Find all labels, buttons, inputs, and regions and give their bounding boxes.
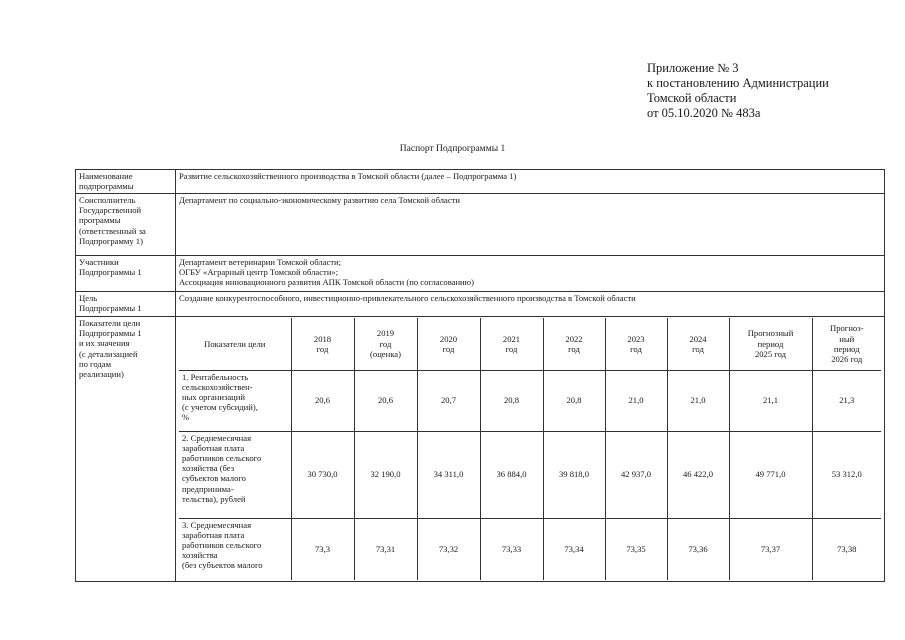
- indicators-table: [179, 318, 881, 580]
- table-row: [179, 370, 881, 431]
- indicator-value: 73,35: [605, 518, 667, 580]
- row-label-coexecutor: Соисполнитель Государственной программы (ответственный за Подпрограмму 1): [76, 194, 176, 256]
- row-label-participants: Участники Подпрограммы 1: [76, 256, 176, 292]
- row-value-participants: Департамент ветеринарии Томской области; ОГБУ «Аграрный центр Томской области»; Ассоциация инновационного развития АПК Томской области (по согласованию): [176, 256, 885, 292]
- indicator-value: 21,3: [812, 370, 881, 431]
- indicator-value: 46 422,0: [667, 431, 729, 518]
- indicator-value: 21,0: [667, 370, 729, 431]
- indicator-value: 32 190,0: [354, 431, 417, 518]
- indicator-name: 3. Среднемесячная заработная плата работников сельского хозяйства (без субъектов малого: [179, 518, 291, 580]
- indicator-value: 20,8: [480, 370, 543, 431]
- indicator-value: 73,33: [480, 518, 543, 580]
- row-value-name: Развитие сельскохозяйственного производства в Томской области (далее – Подпрограмма 1): [176, 170, 885, 194]
- header-indicator-name: Показатели цели: [179, 318, 291, 370]
- row-label-goal: Цель Подпрограммы 1: [76, 292, 176, 317]
- indicator-value: 20,8: [543, 370, 605, 431]
- indicator-value: 20,6: [291, 370, 354, 431]
- appendix-header: [647, 61, 829, 121]
- header-year-2020: 2020 год: [417, 318, 480, 370]
- header-year-2021: 2021 год: [480, 318, 543, 370]
- header-year-2026: Прогноз- ный период 2026 год: [812, 318, 881, 370]
- indicator-name: 2. Среднемесячная заработная плата работников сельского хозяйства (без субъектов малого предпринима- тельства), рублей: [179, 431, 291, 518]
- indicator-name: 1. Рентабельность сельскохозяйствен- ных организаций (с учетом субсидий), %: [179, 370, 291, 431]
- indicator-value: 73,38: [812, 518, 881, 580]
- header-year-2023: 2023 год: [605, 318, 667, 370]
- header-year-2019: 2019 год (оценка): [354, 318, 417, 370]
- indicator-value: 73,31: [354, 518, 417, 580]
- indicator-value: 36 884,0: [480, 431, 543, 518]
- indicator-value: 49 771,0: [729, 431, 812, 518]
- indicator-value: 20,6: [354, 370, 417, 431]
- table-row: [179, 518, 881, 580]
- indicator-value: 42 937,0: [605, 431, 667, 518]
- indicators-cell: [176, 317, 885, 582]
- table-row: [76, 170, 885, 194]
- table-row: [76, 194, 885, 256]
- passport-table: [75, 169, 885, 582]
- indicator-value: 20,7: [417, 370, 480, 431]
- indicator-value: 73,32: [417, 518, 480, 580]
- indicator-value: 39 818,0: [543, 431, 605, 518]
- header-year-2025: Прогнозный период 2025 год: [729, 318, 812, 370]
- indicator-value: 34 311,0: [417, 431, 480, 518]
- document-title: Паспорт Подпрограммы 1: [399, 144, 506, 154]
- indicator-value: 73,3: [291, 518, 354, 580]
- appendix-date: от 05.10.2020 № 483а: [647, 106, 761, 120]
- indicator-value: 21,1: [729, 370, 812, 431]
- header-year-2024: 2024 год: [667, 318, 729, 370]
- row-value-coexecutor: Департамент по социально-экономическому развитию села Томской области: [176, 194, 885, 256]
- header-year-2022: 2022 год: [543, 318, 605, 370]
- row-value-goal: Создание конкурентоспособного, инвестиционно-привлекательного сельскохозяйственного производства в Томской области: [176, 292, 885, 317]
- indicator-value: 30 730,0: [291, 431, 354, 518]
- indicator-value: 53 312,0: [812, 431, 881, 518]
- table-row: [76, 292, 885, 317]
- indicator-value: 73,37: [729, 518, 812, 580]
- table-row: [179, 431, 881, 518]
- header-year-2018: 2018 год: [291, 318, 354, 370]
- appendix-region: Томской области: [647, 91, 737, 105]
- table-row: [76, 256, 885, 292]
- row-label-indicators: Показатели цели Подпрограммы 1 и их значения (с детализацией по годам реализации): [76, 317, 176, 582]
- row-label-name: Наименование подпрограммы: [76, 170, 176, 194]
- table-row: [76, 317, 885, 582]
- indicators-header-row: [179, 318, 881, 370]
- appendix-number: Приложение № 3: [647, 61, 739, 75]
- appendix-decree: к постановлению Администрации: [647, 76, 829, 90]
- indicator-value: 21,0: [605, 370, 667, 431]
- indicator-value: 73,36: [667, 518, 729, 580]
- indicator-value: 73,34: [543, 518, 605, 580]
